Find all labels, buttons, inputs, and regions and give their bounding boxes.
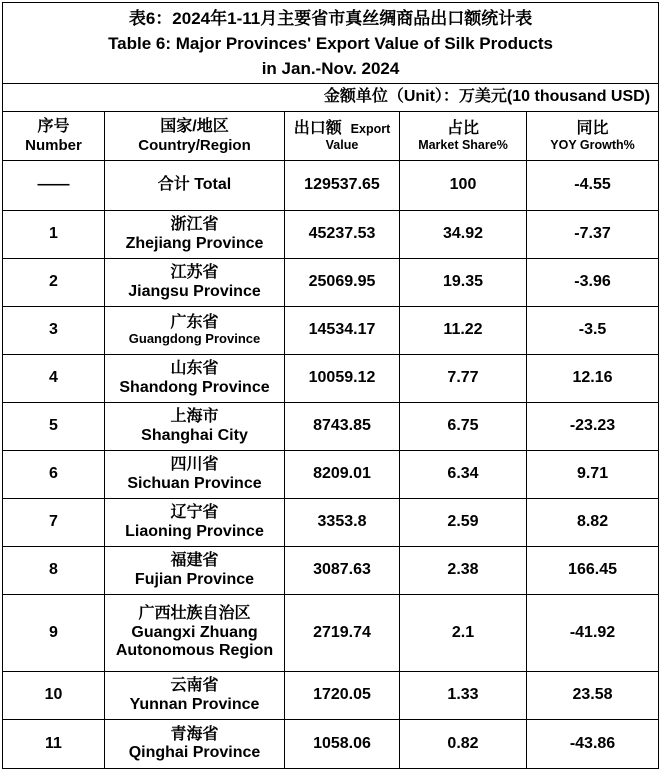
- row-yoy: -3.5: [527, 307, 659, 355]
- row-yoy: 23.58: [527, 672, 659, 720]
- province-zh: 云南省: [170, 677, 219, 695]
- province-zh: 浙江省: [170, 216, 219, 234]
- province-en: Zhejiang Province: [125, 234, 264, 252]
- row-share: 34.92: [400, 211, 527, 259]
- header-value-en1: Export: [350, 121, 391, 136]
- row-number: 2: [3, 259, 105, 307]
- province-en: Shanghai City: [141, 426, 248, 444]
- header-yoy-en: YOY Growth%: [550, 138, 635, 152]
- row-province: [105, 720, 285, 769]
- province-zh: 四川省: [170, 456, 219, 474]
- row-number: 3: [3, 307, 105, 355]
- province-zh: 广西壮族自治区: [138, 605, 251, 623]
- province-en: Yunnan Province: [129, 695, 260, 713]
- row-number: 6: [3, 451, 105, 499]
- row-province: [105, 451, 285, 499]
- total-label: 合计 Total: [105, 161, 285, 211]
- header-yoy: [527, 112, 659, 161]
- header-number-zh: 序号: [37, 118, 70, 136]
- row-province: [105, 307, 285, 355]
- table-row: [3, 547, 659, 595]
- header-value-zh: 出口额: [293, 119, 342, 137]
- province-zh: 山东省: [170, 360, 219, 378]
- row-value: 8209.01: [285, 451, 400, 499]
- header-share-en: Market Share%: [418, 138, 508, 152]
- table-row: [3, 307, 659, 355]
- table-title: [3, 3, 659, 84]
- row-province: [105, 403, 285, 451]
- title-zh: 表6：2024年1-11月主要省市真丝绸商品出口额统计表: [128, 8, 533, 28]
- row-yoy: -23.23: [527, 403, 659, 451]
- province-zh: 福建省: [170, 552, 219, 570]
- province-en: Liaoning Province: [125, 522, 264, 540]
- row-province: [105, 211, 285, 259]
- row-yoy: 8.82: [527, 499, 659, 547]
- row-share: 0.82: [400, 720, 527, 769]
- row-share: 6.34: [400, 451, 527, 499]
- row-value: 1720.05: [285, 672, 400, 720]
- row-number: 7: [3, 499, 105, 547]
- table-row: [3, 672, 659, 720]
- row-number: 9: [3, 595, 105, 672]
- header-number-en: Number: [25, 136, 82, 154]
- row-number: 8: [3, 547, 105, 595]
- row-number: 11: [3, 720, 105, 769]
- table-row: [3, 720, 659, 769]
- table-row: [3, 499, 659, 547]
- row-share: 2.38: [400, 547, 527, 595]
- row-share: 7.77: [400, 355, 527, 403]
- province-zh: 江苏省: [170, 264, 219, 282]
- row-yoy: 12.16: [527, 355, 659, 403]
- table-row: [3, 451, 659, 499]
- table-row: [3, 595, 659, 672]
- row-province: [105, 672, 285, 720]
- province-en: Fujian Province: [134, 570, 255, 588]
- title-en-line2: in Jan.-Nov. 2024: [261, 58, 400, 78]
- province-en: Sichuan Province: [127, 474, 262, 492]
- table-row: [3, 403, 659, 451]
- header-share-zh: 占比: [446, 119, 479, 137]
- row-value: 25069.95: [285, 259, 400, 307]
- province-zh: 青海省: [170, 725, 219, 743]
- row-province: [105, 547, 285, 595]
- row-province: [105, 595, 285, 672]
- header-region-zh: 国家/地区: [160, 118, 229, 136]
- row-number: 10: [3, 672, 105, 720]
- header-region-en: Country/Region: [138, 136, 251, 154]
- province-en: Qinghai Province: [128, 744, 261, 761]
- row-yoy: 166.45: [527, 547, 659, 595]
- table-row: [3, 259, 659, 307]
- province-zh: 广东省: [170, 313, 219, 331]
- silk-export-table-container: [2, 2, 658, 769]
- row-value: 3087.63: [285, 547, 400, 595]
- row-yoy: -41.92: [527, 595, 659, 672]
- row-number: 5: [3, 403, 105, 451]
- province-zh: 上海市: [170, 408, 219, 426]
- unit-label: 金额单位（Unit）：万美元(10 thousand USD): [3, 84, 659, 112]
- row-share: 6.75: [400, 403, 527, 451]
- row-value: 1058.06: [285, 720, 400, 769]
- province-en: Guangxi Zhuang: [131, 623, 258, 641]
- row-value: 3353.8: [285, 499, 400, 547]
- row-value: 45237.53: [285, 211, 400, 259]
- header-row: [3, 112, 659, 161]
- province-zh: 辽宁省: [170, 504, 219, 522]
- row-share: 2.59: [400, 499, 527, 547]
- total-share: 100: [400, 161, 527, 211]
- row-value: 2719.74: [285, 595, 400, 672]
- header-region: [105, 112, 285, 161]
- row-province: [105, 355, 285, 403]
- province-en-line2: Autonomous Region: [115, 642, 274, 660]
- header-share: [400, 112, 527, 161]
- row-yoy: -43.86: [527, 720, 659, 769]
- row-yoy: 9.71: [527, 451, 659, 499]
- total-value: 129537.65: [285, 161, 400, 211]
- row-yoy: -7.37: [527, 211, 659, 259]
- header-value-en2: Value: [325, 138, 359, 152]
- total-number: ——: [3, 161, 105, 211]
- silk-export-table: [2, 2, 659, 769]
- row-share: 11.22: [400, 307, 527, 355]
- row-value: 8743.85: [285, 403, 400, 451]
- table-row: [3, 355, 659, 403]
- row-share: 19.35: [400, 259, 527, 307]
- row-share: 2.1: [400, 595, 527, 672]
- row-province: [105, 499, 285, 547]
- row-value: 10059.12: [285, 355, 400, 403]
- row-number: 4: [3, 355, 105, 403]
- row-share: 1.33: [400, 672, 527, 720]
- province-en: Shandong Province: [119, 378, 270, 396]
- table-row: [3, 211, 659, 259]
- title-en-line1: Table 6: Major Provinces' Export Value of Silk Products: [108, 33, 553, 53]
- row-value: 14534.17: [285, 307, 400, 355]
- row-province: [105, 259, 285, 307]
- header-value: [285, 112, 400, 161]
- row-number: 1: [3, 211, 105, 259]
- province-en: Jiangsu Province: [128, 282, 261, 300]
- province-en: Guangdong Province: [128, 331, 261, 347]
- total-yoy: -4.55: [527, 161, 659, 211]
- row-yoy: -3.96: [527, 259, 659, 307]
- header-yoy-zh: 同比: [576, 119, 609, 137]
- header-number: [3, 112, 105, 161]
- total-row: [3, 161, 659, 211]
